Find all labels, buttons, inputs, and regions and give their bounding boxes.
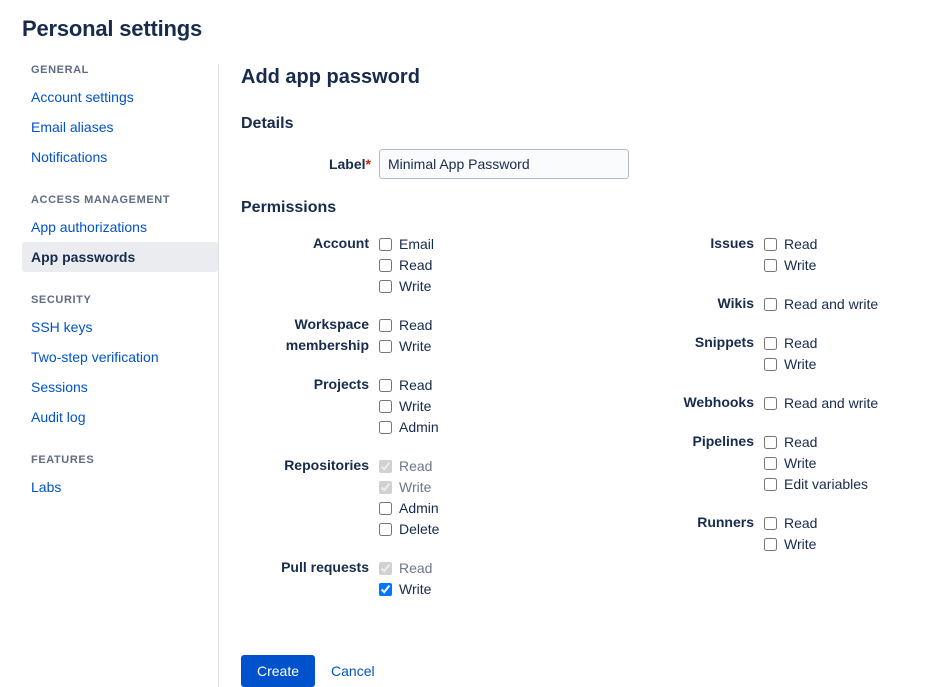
perm-option-label: Write: [399, 479, 432, 495]
perm-option-label[interactable]: Read: [784, 335, 818, 351]
perm-option-projects-admin[interactable]: [379, 417, 541, 438]
cancel-button[interactable]: Cancel: [327, 655, 379, 687]
perm-option-label: Read: [399, 458, 433, 474]
perm-option-pipelines-edit-variables[interactable]: [764, 474, 878, 495]
checkbox-runners-write[interactable]: [764, 538, 777, 551]
page-layout: [0, 64, 936, 687]
perm-option-snippets-read[interactable]: [764, 333, 878, 354]
perm-group-label-issues: Issues: [710, 235, 754, 251]
sidebar-item-app-authorizations[interactable]: App authorizations: [31, 219, 147, 235]
checkbox-issues-read[interactable]: [764, 238, 777, 251]
checkbox-projects-read[interactable]: [379, 379, 392, 392]
perm-group-webhooks: [626, 392, 878, 414]
checkbox-projects-write[interactable]: [379, 400, 392, 413]
perm-option-label[interactable]: Admin: [399, 500, 439, 516]
perm-options-projects: [379, 374, 541, 438]
checkbox-issues-write[interactable]: [764, 259, 777, 272]
permissions-left-column: [241, 233, 541, 617]
perm-group-runners: [626, 512, 878, 555]
sidebar-group-label-security: SECURITY: [31, 294, 92, 306]
perm-options-issues: [764, 233, 878, 276]
perm-option-runners-read[interactable]: [764, 513, 878, 534]
permissions-right-column: [626, 233, 878, 572]
perm-options-repositories: [379, 455, 541, 540]
perm-group-label-pipelines: Pipelines: [692, 433, 754, 449]
perm-option-runners-write[interactable]: [764, 534, 878, 555]
checkbox-repositories-delete[interactable]: [379, 523, 392, 536]
perm-option-label[interactable]: Write: [399, 338, 432, 354]
perm-group-label-wikis: Wikis: [717, 295, 754, 311]
perm-group-label-snippets: Snippets: [694, 334, 754, 350]
perm-option-issues-write[interactable]: [764, 255, 878, 276]
checkbox-account-email[interactable]: [379, 238, 392, 251]
sidebar-item-labs[interactable]: Labs: [31, 479, 62, 495]
perm-option-label[interactable]: Read and write: [784, 296, 879, 312]
perm-option-label[interactable]: Admin: [399, 419, 439, 435]
checkbox-snippets-write[interactable]: [764, 358, 777, 371]
checkbox-snippets-read[interactable]: [764, 337, 777, 350]
checkbox-repositories-write: [379, 481, 392, 494]
perm-option-label[interactable]: Delete: [399, 521, 440, 537]
perm-group-pipelines: [626, 431, 878, 495]
label-field-label-text: Label: [328, 156, 366, 172]
perm-group-projects: [241, 374, 541, 438]
required-mark: *: [365, 156, 371, 172]
checkbox-account-write[interactable]: [379, 280, 392, 293]
perm-options-snippets: [764, 332, 878, 375]
form-actions: [241, 655, 912, 687]
perm-option-label[interactable]: Write: [399, 398, 432, 414]
perm-option-label[interactable]: Write: [399, 581, 432, 597]
perm-options-account: [379, 233, 541, 297]
label-field-label: [241, 156, 379, 172]
perm-option-pipelines-write[interactable]: [764, 453, 878, 474]
details-section-title: Details: [241, 115, 294, 132]
perm-option-label[interactable]: Read: [784, 236, 818, 252]
checkbox-pipelines-read[interactable]: [764, 436, 777, 449]
settings-sidebar: [0, 64, 218, 502]
perm-group-label-repositories: Repositories: [284, 457, 369, 473]
checkbox-pull-requests-write[interactable]: [379, 583, 392, 596]
perm-group-account: [241, 233, 541, 297]
sidebar-group-general: [22, 64, 218, 172]
sidebar-group-label-features: FEATURES: [31, 454, 95, 466]
perm-option-repositories-admin[interactable]: [379, 498, 541, 519]
perm-group-repositories: [241, 455, 541, 540]
perm-group-pull-requests: [241, 557, 541, 600]
perm-group-wikis: [626, 293, 878, 315]
perm-option-workspace-write[interactable]: [379, 336, 541, 357]
checkbox-wikis-read-and-write[interactable]: [764, 298, 777, 311]
sidebar-item-app-passwords[interactable]: App passwords: [22, 242, 218, 272]
sidebar-item-account-settings[interactable]: Account settings: [31, 89, 134, 105]
perm-option-label[interactable]: Write: [784, 536, 817, 552]
perm-options-webhooks: [764, 392, 878, 414]
perm-option-label[interactable]: Read and write: [784, 395, 879, 411]
perm-options-pipelines: [764, 431, 878, 495]
perm-option-label[interactable]: Read: [399, 257, 433, 273]
perm-option-pull-requests-read: [379, 558, 541, 579]
checkbox-pull-requests-read: [379, 562, 392, 575]
perm-group-issues: [626, 233, 878, 276]
perm-option-label[interactable]: Read: [399, 317, 433, 333]
perm-option-label[interactable]: Write: [784, 257, 817, 273]
sidebar-item-audit-log[interactable]: Audit log: [31, 409, 86, 425]
perm-option-account-write[interactable]: [379, 276, 541, 297]
checkbox-runners-read[interactable]: [764, 517, 777, 530]
perm-options-workspace-membership: [379, 314, 541, 357]
perm-option-account-email[interactable]: [379, 234, 541, 255]
checkbox-pipelines-edit-variables[interactable]: [764, 478, 777, 491]
perm-option-snippets-write[interactable]: [764, 354, 878, 375]
perm-option-label[interactable]: Write: [784, 455, 817, 471]
perm-option-label[interactable]: Write: [399, 278, 432, 294]
checkbox-pipelines-write[interactable]: [764, 457, 777, 470]
perm-option-label[interactable]: Edit variables: [784, 476, 869, 492]
sidebar-item-notifications[interactable]: Notifications: [31, 149, 108, 165]
sidebar-group-security: [22, 294, 218, 432]
checkbox-workspace-read[interactable]: [379, 319, 392, 332]
perm-option-label: Read: [399, 560, 433, 576]
perm-group-label-projects: Projects: [313, 376, 369, 392]
main-content: [219, 64, 936, 687]
perm-group-label-runners: Runners: [697, 514, 754, 530]
perm-option-label[interactable]: Email: [399, 236, 435, 252]
perm-option-webhooks-read-and-write[interactable]: [764, 393, 878, 414]
perm-group-label-webhooks: Webhooks: [683, 394, 754, 410]
sidebar-item-two-step-verification[interactable]: Two-step verification: [31, 349, 159, 365]
sidebar-item-email-aliases[interactable]: Email aliases: [31, 119, 114, 135]
sidebar-item-sessions[interactable]: Sessions: [31, 379, 88, 395]
perm-option-workspace-read[interactable]: [379, 315, 541, 336]
form-heading: Add app password: [241, 66, 420, 88]
permissions-section-title: Permissions: [241, 199, 337, 216]
perm-option-projects-read[interactable]: [379, 375, 541, 396]
perm-group-snippets: [626, 332, 878, 375]
label-input[interactable]: [379, 149, 629, 179]
label-field-row: [241, 149, 912, 179]
sidebar-group-access-management: [22, 194, 218, 272]
perm-option-wikis-read-and-write[interactable]: [764, 294, 878, 315]
sidebar-group-features: [22, 454, 218, 502]
perm-option-repositories-delete[interactable]: [379, 519, 541, 540]
perm-option-label[interactable]: Read: [784, 434, 818, 450]
checkbox-webhooks-read-and-write[interactable]: [764, 397, 777, 410]
page-title: Personal settings: [22, 16, 202, 41]
perm-group-label-pull-requests: Pull requests: [281, 559, 369, 575]
perm-option-account-read[interactable]: [379, 255, 541, 276]
permissions-columns: [241, 233, 912, 617]
perm-option-issues-read[interactable]: [764, 234, 878, 255]
checkbox-account-read[interactable]: [379, 259, 392, 272]
perm-group-label-workspace-membership: Workspace membership: [285, 316, 369, 353]
sidebar-group-label-general: GENERAL: [31, 64, 89, 76]
perm-option-label[interactable]: Read: [784, 515, 818, 531]
perm-option-projects-write[interactable]: [379, 396, 541, 417]
perm-option-pipelines-read[interactable]: [764, 432, 878, 453]
perm-option-label[interactable]: Read: [399, 377, 433, 393]
perm-option-repositories-read: [379, 456, 541, 477]
checkbox-repositories-admin[interactable]: [379, 502, 392, 515]
create-button[interactable]: Create: [241, 655, 315, 687]
checkbox-workspace-write[interactable]: [379, 340, 392, 353]
checkbox-projects-admin[interactable]: [379, 421, 392, 434]
perm-option-pull-requests-write[interactable]: [379, 579, 541, 600]
perm-group-workspace-membership: [241, 314, 541, 357]
perm-option-repositories-write: [379, 477, 541, 498]
perm-options-pull-requests: [379, 557, 541, 600]
perm-options-wikis: [764, 293, 878, 315]
perm-options-runners: [764, 512, 878, 555]
sidebar-group-label-access-management: ACCESS MANAGEMENT: [31, 194, 171, 206]
perm-group-label-account: Account: [313, 235, 369, 251]
sidebar-item-ssh-keys[interactable]: SSH keys: [31, 319, 93, 335]
checkbox-repositories-read: [379, 460, 392, 473]
perm-option-label[interactable]: Write: [784, 356, 817, 372]
